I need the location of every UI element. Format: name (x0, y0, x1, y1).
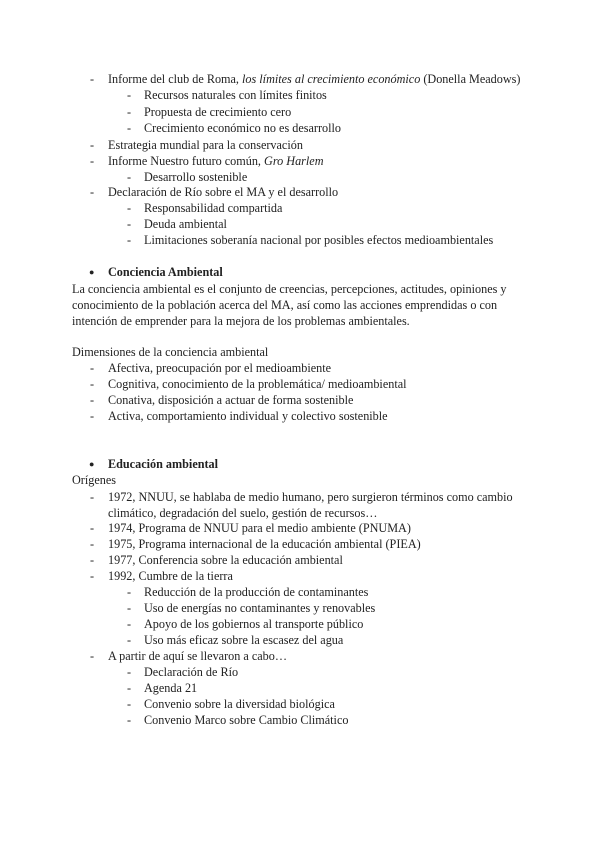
list-dash: - (127, 601, 132, 615)
sub-list-item: Declaración de Río (144, 665, 239, 679)
list-dash: - (90, 521, 95, 535)
list-item-informe-roma: Informe del club de Roma, los límites al crecimiento económico (Donella Meadows) (108, 72, 521, 86)
list-dash: - (90, 154, 95, 168)
bullet-icon: ● (89, 267, 95, 277)
list-dash: - (90, 361, 95, 375)
list-dash: - (90, 72, 95, 86)
sub-list-item: Apoyo de los gobiernos al transporte público (144, 617, 364, 631)
sub-list-item: Recursos naturales con límites finitos (144, 88, 327, 102)
bullet-icon: ● (89, 459, 95, 469)
list-dash: - (127, 665, 132, 679)
paragraph-line: La conciencia ambiental es el conjunto de creencias, percepciones, actitudes, opiniones y (72, 282, 507, 296)
timeline-item-1992: 1992, Cumbre de la tierra (108, 569, 233, 583)
list-dash: - (90, 409, 95, 423)
section-heading-educacion: Educación ambiental (108, 457, 219, 471)
timeline-item-1972: 1972, NNUU, se hablaba de medio humano, pero surgieron términos como cambio (108, 490, 513, 504)
paragraph-line: conocimiento de la población acerca del MA, así como las acciones emprendidas o con (72, 298, 498, 312)
timeline-item-1975: 1975, Programa internacional de la educación ambiental (PIEA) (108, 537, 421, 551)
list-dash: - (90, 537, 95, 551)
list-dash: - (127, 233, 132, 247)
sub-list-item: Uso de energías no contaminantes y renovables (144, 601, 376, 615)
dimension-item: Activa, comportamiento individual y colectivo sostenible (108, 409, 388, 423)
sub-list-item: Convenio sobre la diversidad biológica (144, 697, 335, 711)
list-dash: - (90, 569, 95, 583)
sub-list-item: Limitaciones soberanía nacional por posibles efectos medioambientales (144, 233, 494, 247)
list-item-a-partir: A partir de aquí se llevaron a cabo… (108, 649, 288, 663)
sub-list-item: Propuesta de crecimiento cero (144, 105, 292, 119)
list-dash: - (127, 585, 132, 599)
list-dash: - (127, 697, 132, 711)
list-dash: - (90, 138, 95, 152)
paragraph-line: intención de emprender para la mejora de los problemas ambientales. (72, 314, 410, 328)
timeline-item-1974: 1974, Programa de NNUU para el medio ambiente (PNUMA) (108, 521, 411, 535)
list-dash: - (127, 170, 132, 184)
sub-list-item: Reducción de la producción de contaminantes (144, 585, 369, 599)
list-dash: - (90, 490, 95, 504)
list-dash: - (90, 649, 95, 663)
sub-list-item: Crecimiento económico no es desarrollo (144, 121, 341, 135)
list-dash: - (127, 201, 132, 215)
list-dash: - (127, 105, 132, 119)
list-dash: - (127, 217, 132, 231)
origins-title: Orígenes (72, 473, 116, 487)
dimensions-title: Dimensiones de la conciencia ambiental (72, 345, 269, 359)
list-item-estrategia: Estrategia mundial para la conservación (108, 138, 303, 152)
sub-list-item: Deuda ambiental (144, 217, 227, 231)
list-dash: - (127, 617, 132, 631)
list-dash: - (90, 185, 95, 199)
timeline-item-1972-cont: climático, degradación del suelo, gestión de recursos… (108, 506, 378, 520)
list-item-declaracion-rio: Declaración de Río sobre el MA y el desarrollo (108, 185, 339, 199)
timeline-item-1977: 1977, Conferencia sobre la educación ambiental (108, 553, 343, 567)
sub-list-item: Agenda 21 (144, 681, 198, 695)
dimension-item: Afectiva, preocupación por el medioambiente (108, 361, 332, 375)
list-dash: - (127, 633, 132, 647)
list-dash: - (90, 553, 95, 567)
sub-list-item: Uso más eficaz sobre la escasez del agua (144, 633, 344, 647)
section-heading-conciencia: Conciencia Ambiental (108, 265, 223, 279)
list-item-informe-nuestro: Informe Nuestro futuro común, Gro Harlem (108, 154, 324, 168)
sub-list-item: Responsabilidad compartida (144, 201, 283, 215)
dimension-item: Conativa, disposición a actuar de forma sostenible (108, 393, 354, 407)
list-dash: - (90, 393, 95, 407)
list-dash: - (127, 121, 132, 135)
sub-list-item: Convenio Marco sobre Cambio Climático (144, 713, 349, 727)
list-dash: - (127, 713, 132, 727)
list-dash: - (127, 681, 132, 695)
list-dash: - (127, 88, 132, 102)
dimension-item: Cognitiva, conocimiento de la problemática/ medioambiental (108, 377, 407, 391)
list-dash: - (90, 377, 95, 391)
sub-list-item: Desarrollo sostenible (144, 170, 248, 184)
